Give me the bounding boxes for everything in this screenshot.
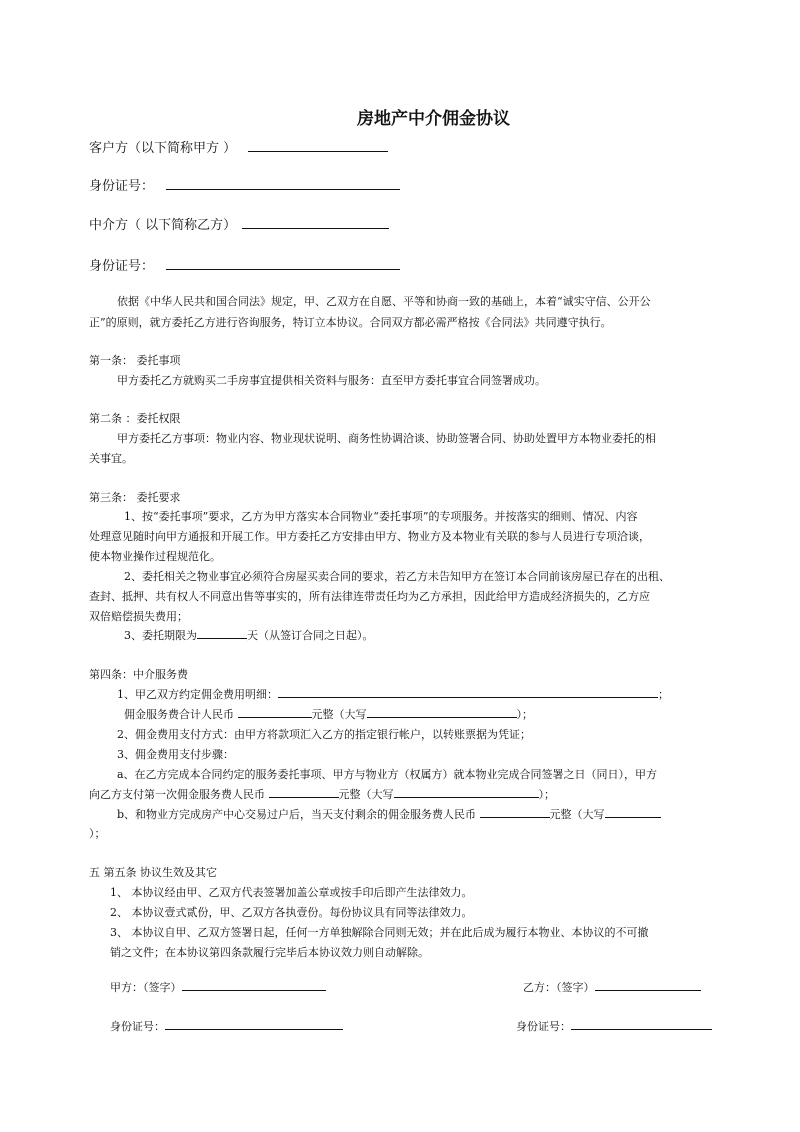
- party-a-signature-blank[interactable]: [182, 979, 326, 991]
- article3-line: 处理意见随时向甲方通报和开展工作。甲方委托乙方安排由甲方、物业方及本物业有关联的参与人员进行专项洽谈，: [89, 530, 650, 543]
- party-b-id-label: 身份证号：: [516, 1020, 571, 1033]
- step-b-line: [117, 806, 661, 822]
- party-a-id: [110, 1018, 343, 1034]
- step-b-mid: 元整（大写: [549, 808, 605, 821]
- period-suffix: 天（从签订合同之日起）。: [247, 629, 374, 642]
- party-b-signature: [523, 979, 701, 995]
- article3-line: 查封、抵押、共有权人不同意出售等事实的，所有法律连带责任均为乙方承担，因此给甲方造成经济损失的，乙方应: [89, 590, 650, 603]
- party-b-label: 乙方：（签字）: [523, 981, 595, 994]
- article1-title: 第一条： 委托事项: [89, 354, 181, 367]
- article5-line: 1、 本协议经由甲、乙双方代表签署加盖公章或按手印后即产生法律效力。: [110, 886, 473, 899]
- fee-detail-end: ；: [658, 688, 669, 701]
- party-b-id-blank[interactable]: [571, 1018, 712, 1030]
- client-label: 客户方（以下简称甲方 ）: [89, 141, 237, 156]
- id2-blank[interactable]: [166, 258, 400, 270]
- article4-title: 第四条：中介服务费: [89, 668, 188, 681]
- article5-line: 销之文件；在本协议第四条款履行完毕后本协议效力则自动解除。: [110, 946, 429, 959]
- fee-total-line: [124, 706, 533, 722]
- step-a-amount-blank[interactable]: [269, 786, 339, 798]
- party-a-signature: [110, 979, 326, 995]
- step-a-mid: 元整（大写: [338, 788, 394, 801]
- fee-total-end: ）；: [516, 708, 533, 721]
- fee-detail-line: [117, 686, 669, 702]
- intro-line: 依据《中华人民共和国合同法》规定，甲、乙双方在自愿、平等和协商一致的基础上，本着“诚实守信、公开公: [117, 295, 651, 308]
- id2-label: 身份证号：: [89, 259, 155, 274]
- step-a-line: a、在乙方完成本合同约定的服务委托事项、甲方与物业方（权属方）就本物业完成合同签署之日（同日），甲方: [117, 768, 658, 781]
- period-prefix: 3、委托期限为: [124, 629, 197, 642]
- party-a-id-label: 身份证号：: [110, 1020, 165, 1033]
- fee-total-label: 佣金服务费合计人民币: [124, 708, 234, 721]
- article3-title: 第三条： 委托要求: [89, 491, 181, 504]
- article5-title: 五 第五条 协议生效及其它: [89, 866, 217, 879]
- fee-total-capital-blank[interactable]: [367, 706, 517, 718]
- step-b-amount-blank[interactable]: [480, 806, 550, 818]
- article3-line: 使本物业操作过程规范化。: [89, 550, 221, 563]
- article3-line: 双倍赔偿损失费用；: [89, 610, 188, 623]
- id1-blank[interactable]: [166, 178, 400, 190]
- period-blank[interactable]: [197, 627, 247, 639]
- step-b-capital-blank[interactable]: [605, 806, 661, 818]
- fee-total-amount-blank[interactable]: [238, 706, 312, 718]
- step-b-line2: ）；: [89, 827, 106, 840]
- id1-field: [89, 175, 400, 194]
- article5-line: 3、 本协议自甲、乙双方签署日起，任何一方单独解除合同则无效；并在此后成为履行本物业、本协议的不可撤: [110, 926, 649, 939]
- step-b-prefix: b、和物业方完成房产中心交易过户后，当天支付剩余的佣金服务费人民币: [117, 808, 477, 821]
- step-a-line2: [89, 786, 555, 802]
- document-title: 房地产中介佣金协议: [357, 109, 510, 129]
- payment-steps-line: 3、佣金费用支付步骤：: [117, 748, 234, 761]
- step-a-capital-blank[interactable]: [394, 786, 539, 798]
- fee-detail-label: 1、甲乙双方约定佣金费用明细：: [117, 688, 278, 701]
- step-a-end: ）；: [538, 788, 555, 801]
- client-blank[interactable]: [248, 140, 388, 152]
- party-a-label: 甲方：（签字）: [110, 981, 182, 994]
- agent-field: [89, 214, 389, 233]
- article5-line: 2、 本协议壹式贰份，甲、乙双方各执壹份。每份协议具有同等法律效力。: [110, 906, 473, 919]
- article2-title: 第二条 ：委托权限: [89, 412, 181, 425]
- article3-line: 2、委托相关之物业事宜必须符合房屋买卖合同的要求，若乙方未告知甲方在签订本合同前该房屋已存在的出租、: [124, 570, 670, 583]
- party-a-id-blank[interactable]: [165, 1018, 343, 1030]
- id1-label: 身份证号：: [89, 179, 155, 194]
- article3-line: 1、按“委托事项”要求，乙方为甲方落实本合同物业“委托事项”的专项服务。并按落实的细则、情况、内容: [124, 510, 638, 523]
- article2-line: 甲方委托乙方事项：物业内容、物业现状说明、商务性协调洽谈、协助签署合同、协助处置甲方本物业委托的相: [117, 432, 656, 445]
- party-b-signature-blank[interactable]: [595, 979, 701, 991]
- step-a-prefix: 向乙方支付第一次佣金服务费人民币: [89, 788, 265, 801]
- payment-method-line: 2、佣金费用支付方式：由甲方将款项汇入乙方的指定银行帐户，以转账票据为凭证；: [117, 728, 531, 741]
- fee-total-mid: 元整（大写: [311, 708, 367, 721]
- article1-line: 甲方委托乙方就购买二手房事宜提供相关资料与服务：直至甲方委托事宜合同签署成功。: [117, 374, 546, 387]
- fee-detail-blank[interactable]: [278, 686, 658, 698]
- agent-blank[interactable]: [242, 217, 389, 229]
- party-b-id: [516, 1018, 712, 1034]
- article3-period: [124, 627, 374, 643]
- intro-line: 正”的原则，就方委托乙方进行咨询服务，特订立本协议。合同双方都必需严格按《合同法》共同遵守执行。: [89, 316, 612, 329]
- id2-field: [89, 255, 400, 274]
- client-field: [89, 137, 388, 156]
- agent-label: 中介方（ 以下简称乙方）: [89, 218, 237, 233]
- article2-line: 关事宜。: [89, 452, 133, 465]
